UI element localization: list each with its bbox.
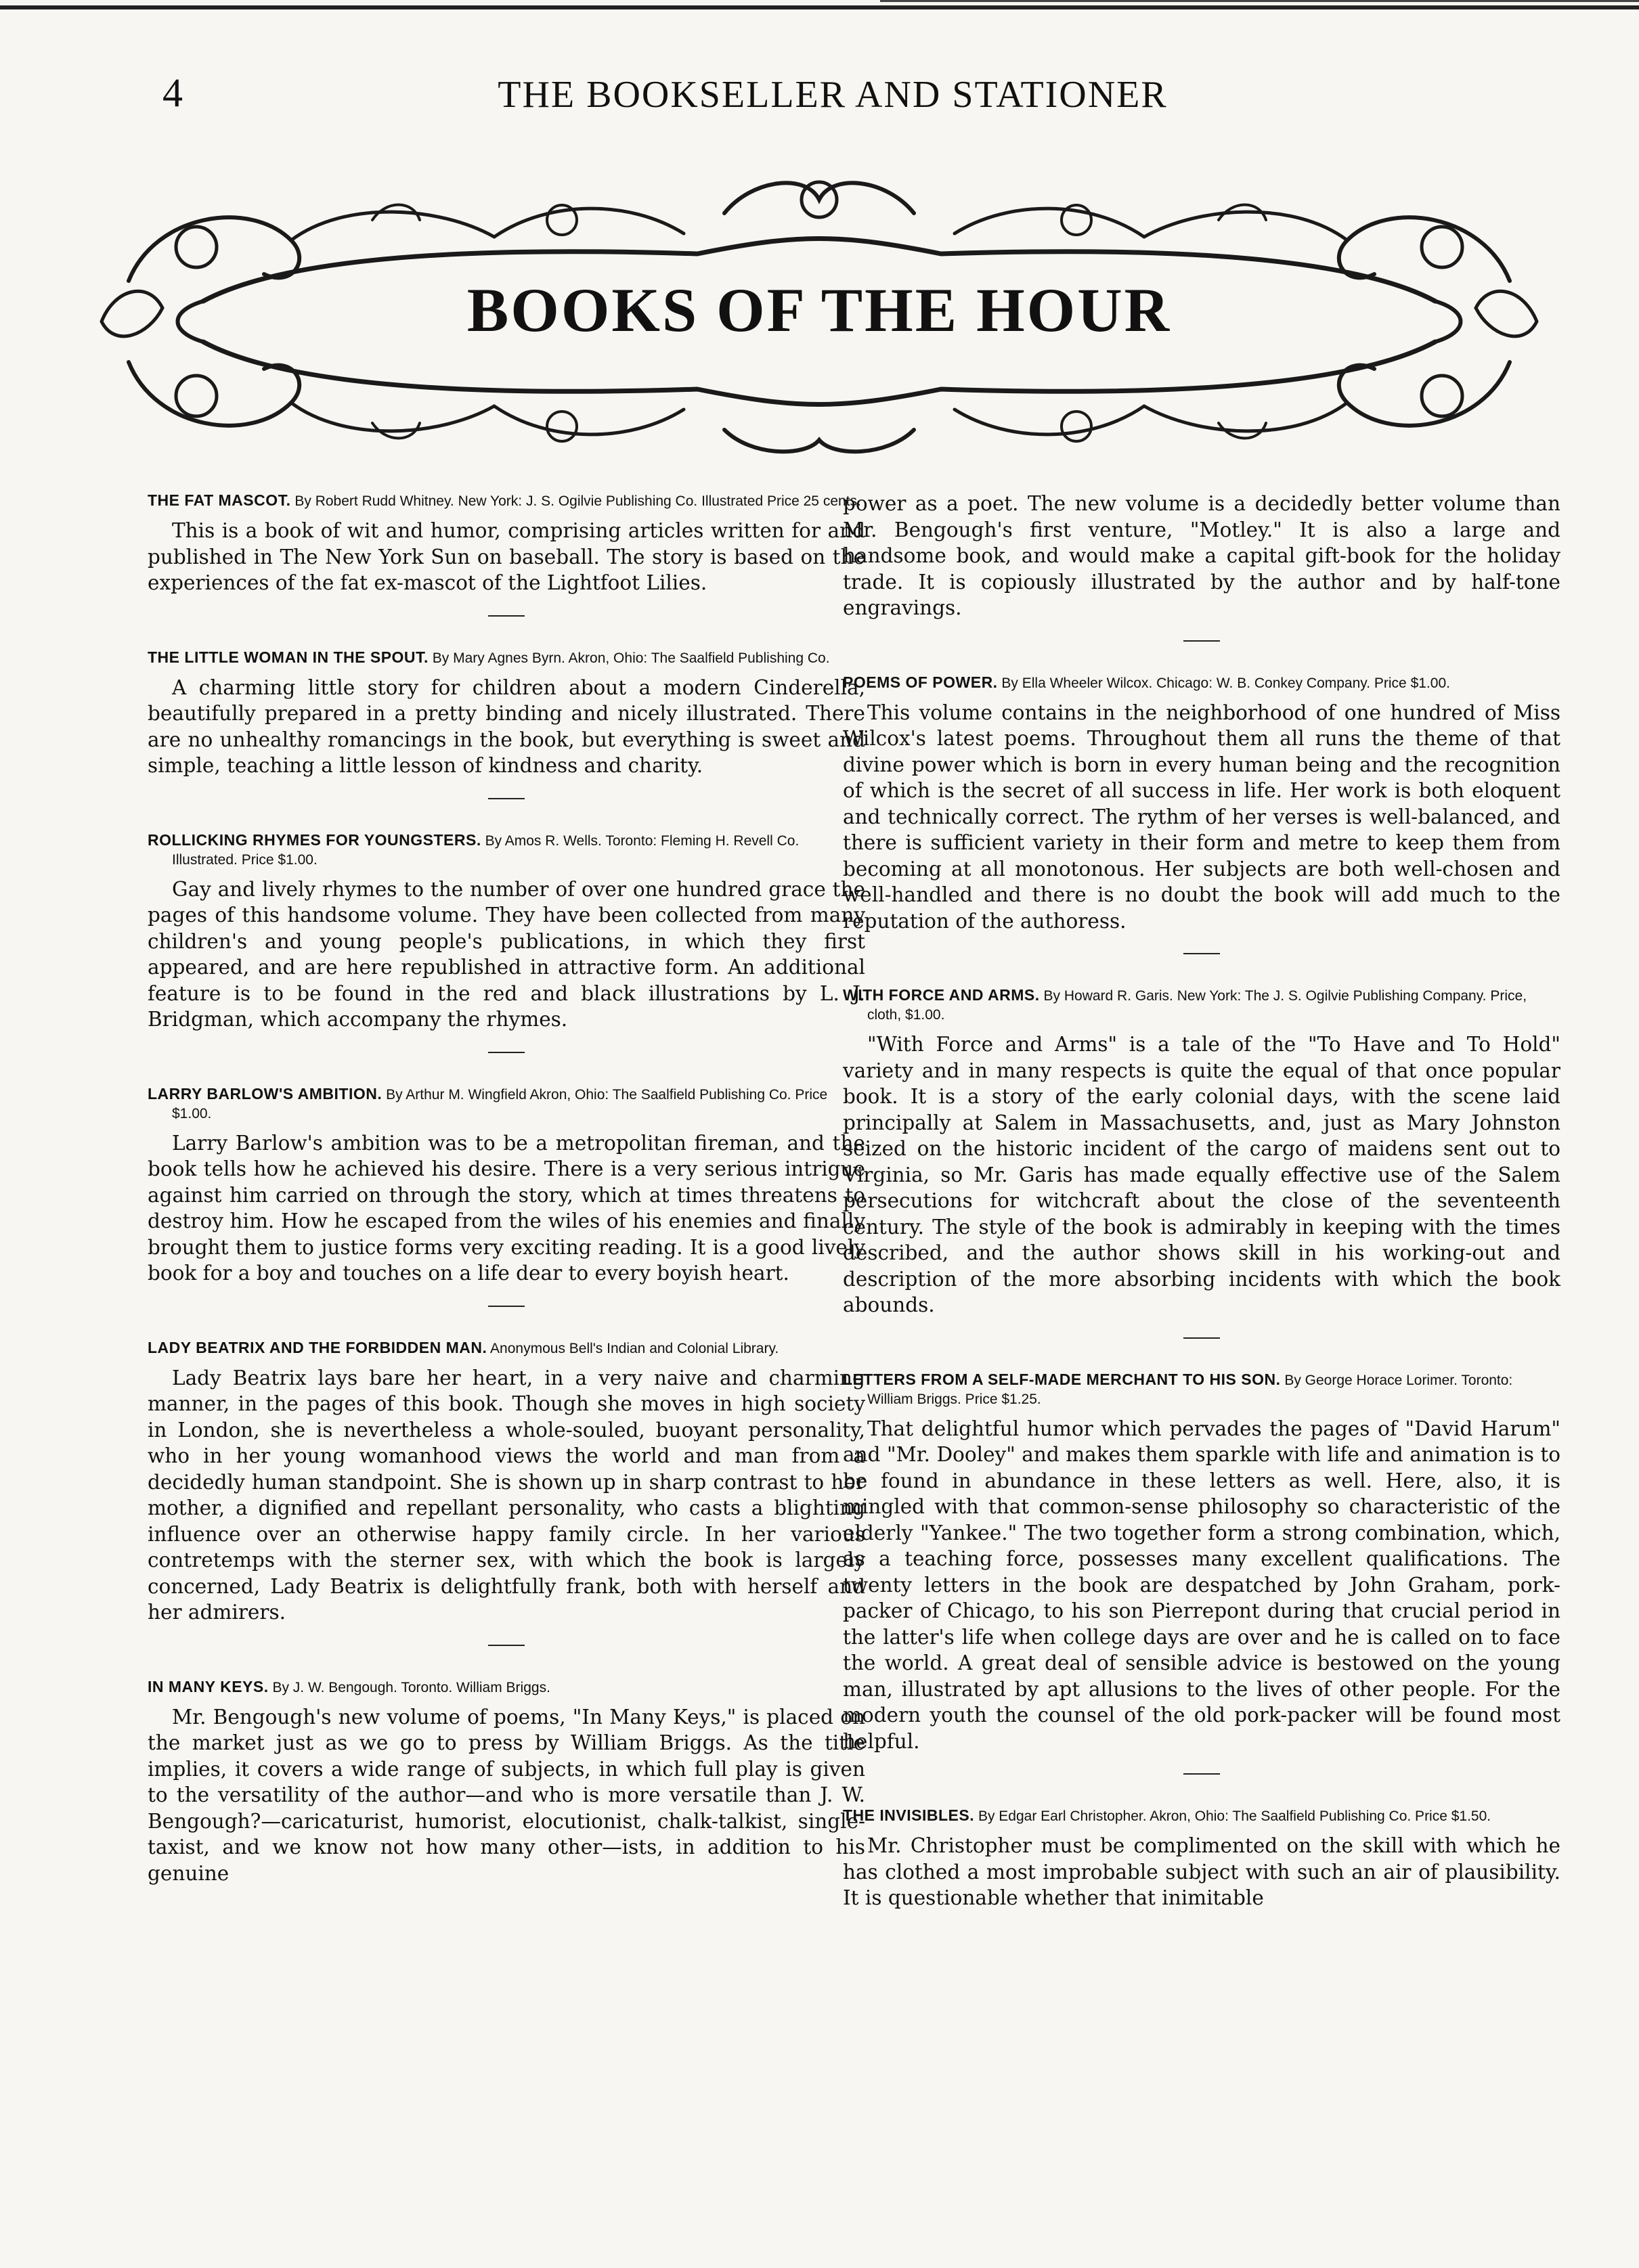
entry-meta: By Amos R. Wells. Toronto: Fleming H. Revell Co. Illustrated. Price $1.00. [172, 832, 800, 868]
review-entry [843, 985, 1560, 1318]
entry-heading [843, 985, 1560, 1025]
review-entry [148, 491, 865, 596]
entry-title: LADY BEATRIX AND THE FORBIDDEN MAN. [148, 1338, 487, 1356]
entry-separator [1183, 640, 1220, 642]
entry-heading [148, 830, 865, 870]
entry-heading [843, 1370, 1560, 1409]
entry-title: THE FAT MASCOT. [148, 491, 291, 509]
entry-meta: Anonymous Bell's Indian and Colonial Library. [490, 1340, 779, 1356]
entry-meta: By Robert Rudd Whitney. New York: J. S. Ogilvie Publishing Co. Illustrated Price 25 cents. [294, 493, 861, 509]
entry-heading [148, 1338, 865, 1358]
review-entry [843, 1806, 1560, 1911]
entry-meta: By Arthur M. Wingfield Akron, Ohio: The Saalfield Publishing Co. Price $1.00. [172, 1086, 828, 1121]
entry-body: Lady Beatrix lays bare her heart, in a very naive and charming manner, in the pages of this book. Though she moves in high society in London, she is nevertheless a whole-souled, buoyant personality, who in her young womanhood views the world and man from a decidedly human standpoint. She is shown up in sharp contrast to her mother, a dignified and repellant personality, who casts a blighting influence over an otherwise happy family circle. In her various contretemps with the sterner sex, with which the book is largely concerned, Lady Beatrix is delightfully frank, both with herself and her admirers. [148, 1366, 865, 1624]
review-entry [843, 1370, 1560, 1755]
entry-title: WITH FORCE AND ARMS. [843, 986, 1040, 1004]
review-entry [148, 1084, 865, 1287]
entry-body: That delightful humor which pervades the pages of "David Harum" and "Mr. Dooley" and makes them sparkle with life and animation is to be found in abundance in these letters as well. Here, also, it is mingled with that common-sense philosophy so characteristic of the elderly "Yankee." The two together form a strong combination, which, as a teaching force, possesses many excellent qualifications. The twenty letters in the book are despatched by John Graham, pork-packer of Chicago, to his son Pierrepont during that crucial period in the latter's life when college days are over and he is called on to face the world. A great deal of sensible advice is bestowed on the young man, illustrated by apt allusions to the lives of other people. For the modern youth the counsel of the old pork-packer will be found most helpful. [843, 1417, 1560, 1753]
entry-heading [148, 1084, 865, 1124]
entry-separator [1183, 1337, 1220, 1339]
entry-separator [488, 1306, 525, 1307]
entry-body: This is a book of wit and humor, comprising articles written for and published in The New York Sun on baseball. The story is based on the experiences of the fat ex-mascot of the Lightfoot Lilies. [148, 519, 865, 594]
review-entry [843, 673, 1560, 935]
entry-title: ROLLICKING RHYMES FOR YOUNGSTERS. [148, 830, 481, 849]
banner-title: BOOKS OF THE HOUR [466, 275, 1172, 344]
entry-meta: By Howard R. Garis. New York: The J. S. Ogilvie Publishing Company. Price, cloth, $1.00. [867, 988, 1527, 1023]
entry-body: "With Force and Arms" is a tale of the "To Have and To Hold" variety and in many respects is quite the equal of that once popular book. It is a story of the early colonial days, with the scene laid principally at Salem in Massachusetts, and, just as Mary Johnston seized on the historic incident of the cargo of maidens sent out to Virginia, so Mr. Garis has made equally effective use of the Salem persecutions for witchcraft about the close of the seventeenth century. The style of the book is admirably in keeping with the times described, and the author shows skill in his working-out and description of the more absorbing incidents with which the book abounds. [843, 1033, 1560, 1316]
entry-body: Mr. Bengough's new volume of poems, "In Many Keys," is placed on the market just as we go to press by William Briggs. As the title implies, it covers a wide range of subjects, in which full play is given to the versatility of the author—and who is more versatile than J. W. Bengough?—caricaturist, humorist, elocutionist, chalk-talkist, single-taxist, and we know not how many other—ists, in addition to his genuine [148, 1705, 865, 1885]
right-column [843, 491, 1560, 1911]
entry-body: This volume contains in the neighborhood of one hundred of Miss Wilcox's latest poems. Throughout them all runs the theme of that divine power which is born in every human being and the recognition of which is the secret of all success in life. Her work is both eloquent and technically correct. The rythm of her verses is well-balanced, and there is sufficient variety in their form and metre to keep them from becoming at all monotonous. Her subjects are both well-chosen and well-handled and there is no doubt the book will add much to the reputation of the authoress. [843, 701, 1560, 933]
top-rule [0, 5, 1639, 9]
entry-body: power as a poet. The new volume is a decidedly better volume than Mr. Bengough's first venture, "Motley." It is also a large and handsome book, and would make a capital gift-book for the holiday trade. It is copiously illustrated by the author and by half-tone engravings. [843, 492, 1560, 619]
entry-body: Gay and lively rhymes to the number of over one hundred grace the pages of this handsome volume. They have been collected from many children's and young people's publications, in which they first appeared, and are here republished in attractive form. An additional feature is to be found in the red and black illustrations by L. J. Bridgman, which accompany the rhymes. [148, 877, 865, 1031]
review-entry [148, 830, 865, 1033]
entry-meta: By George Horace Lorimer. Toronto: William Briggs. Price $1.25. [867, 1372, 1513, 1407]
entry-separator [488, 798, 525, 799]
top-rule-secondary [880, 0, 1639, 2]
left-column [148, 491, 865, 1886]
entry-separator [488, 1052, 525, 1053]
entry-body: Mr. Christopher must be complimented on the skill with which he has clothed a most improbable subject with such an air of plausibility. It is questionable whether that inimitable [843, 1834, 1560, 1909]
entry-separator [1183, 953, 1220, 954]
entry-separator [488, 615, 525, 617]
page-header [162, 64, 1503, 125]
page-number: 4 [162, 70, 183, 115]
entry-title: LETTERS FROM A SELF-MADE MERCHANT TO HIS SON. [843, 1370, 1281, 1388]
entry-separator [488, 1645, 525, 1646]
entry-meta: By Mary Agnes Byrn. Akron, Ohio: The Saalfield Publishing Co. [432, 650, 830, 666]
review-entry-continued [843, 491, 1560, 621]
entry-title: THE LITTLE WOMAN IN THE SPOUT. [148, 648, 429, 666]
review-entry [148, 648, 865, 779]
entry-title: IN MANY KEYS. [148, 1677, 269, 1695]
review-entry [148, 1338, 865, 1626]
entry-title: LARRY BARLOW'S AMBITION. [148, 1084, 383, 1103]
entry-meta: By Ella Wheeler Wilcox. Chicago: W. B. Conkey Company. Price $1.00. [1001, 675, 1450, 691]
entry-heading [148, 1677, 865, 1697]
entry-heading [843, 1806, 1560, 1826]
entry-meta: By Edgar Earl Christopher. Akron, Ohio: The Saalfield Publishing Co. Price $1.50. [978, 1808, 1491, 1824]
entry-heading [843, 673, 1560, 693]
entry-title: POEMS OF POWER. [843, 673, 998, 691]
review-entry [148, 1677, 865, 1887]
entry-meta: By J. W. Bengough. Toronto. William Briggs. [272, 1679, 550, 1695]
entry-body: Larry Barlow's ambition was to be a metropolitan fireman, and the book tells how he achieved his desire. There is a very serious intrigue against him carried on through the story, which at times threatens to destroy him. How he escaped from the wiles of his enemies and finally brought them to justice forms very exciting reading. It is a good lively book for a boy and touches on a life dear to every boyish heart. [148, 1131, 865, 1285]
section-banner [88, 173, 1550, 457]
entry-separator [1183, 1773, 1220, 1775]
entry-heading [148, 491, 865, 511]
entry-title: THE INVISIBLES. [843, 1806, 975, 1824]
entry-body: A charming little story for children about a modern Cinderella, beautifully prepared in a pretty binding and nicely illustrated. There are no unhealthy romancings in the book, but everything is sweet and simple, teaching a little lesson of kindness and charity. [148, 675, 865, 777]
entry-heading [148, 648, 865, 668]
running-head: THE BOOKSELLER AND STATIONER [498, 74, 1168, 116]
